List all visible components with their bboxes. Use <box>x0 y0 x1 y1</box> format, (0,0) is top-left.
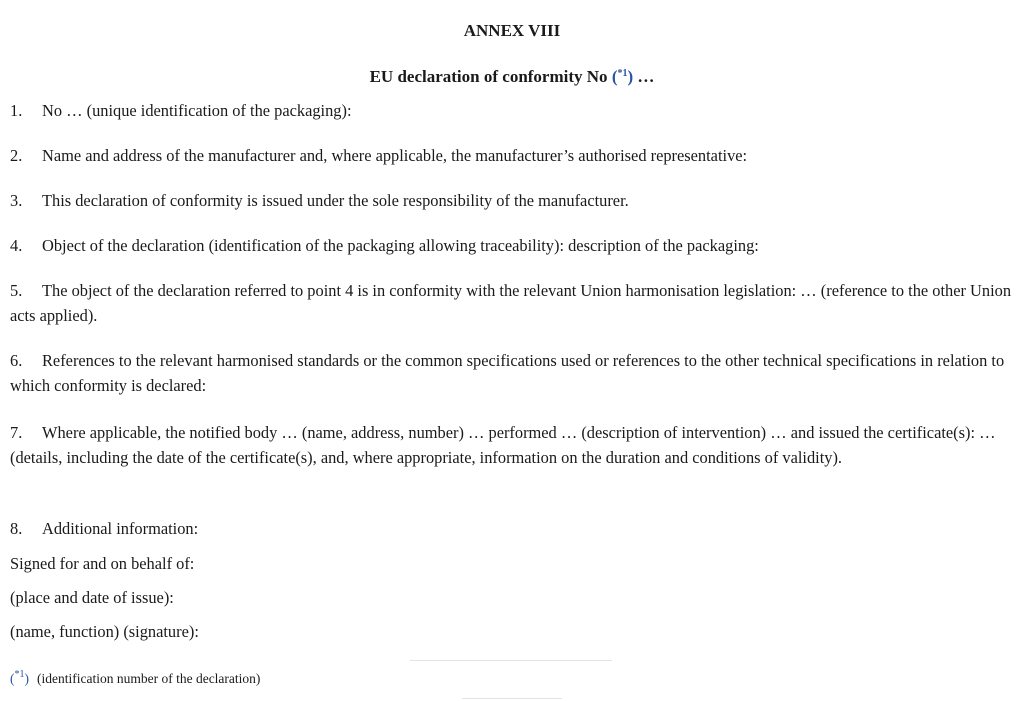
item-text: No … (unique identification of the packaging): <box>42 101 352 120</box>
declaration-title <box>0 66 1024 88</box>
item-text: Additional information: <box>42 519 199 538</box>
list-item <box>10 420 1014 470</box>
item-number: 3. <box>10 191 23 210</box>
list-item <box>10 143 1014 168</box>
list-item <box>10 98 1014 123</box>
list-item <box>10 348 1014 398</box>
footnote <box>10 668 260 690</box>
declaration-title-text: EU declaration of conformity No <box>369 67 608 86</box>
item-number: 4. <box>10 236 23 255</box>
list-item <box>10 233 1014 258</box>
item-text: Name and address of the manufacturer and, where applicable, the manufacturer’s authorised representative: <box>42 146 748 165</box>
footnote-marker: *1 <box>14 669 25 680</box>
place-date-line: (place and date of issue): <box>10 588 174 607</box>
item-number: 6. <box>10 351 23 370</box>
item-number: 5. <box>10 281 23 300</box>
declaration-title-ellipsis: … <box>637 67 655 86</box>
item-number: 2. <box>10 146 23 165</box>
footnote-reference-marker: *1 <box>617 68 628 79</box>
item-text: This declaration of conformity is issued under the sole responsibility of the manufacturer. <box>42 191 629 210</box>
item-number: 8. <box>10 519 23 538</box>
item-text: The object of the declaration referred to point 4 is in conformity with the relevant Union harmonisation legislation: … (reference to the other Union acts applied). <box>10 281 1012 325</box>
signed-on-behalf-line: Signed for and on behalf of: <box>10 554 195 573</box>
bottom-divider <box>462 698 562 699</box>
footnote-separator <box>410 660 612 661</box>
item-text: References to the relevant harmonised standards or the common specifications used or references to the other technical specifications in relation to which conformity is declared: <box>10 351 1005 395</box>
footnote-reference-link[interactable]: ($^{*1}$) <box>611 67 634 86</box>
footnote-text: (identification number of the declaration) <box>37 671 261 686</box>
item-number: 7. <box>10 423 23 442</box>
list-item <box>10 516 1014 541</box>
item-text: Object of the declaration (identification of the packaging allowing traceability): description of the packaging: <box>42 236 759 255</box>
list-item <box>10 188 1014 213</box>
name-function-signature-line: (name, function) (signature): <box>10 622 199 641</box>
item-number: 1. <box>10 101 23 120</box>
annex-title: ANNEX VIII <box>463 21 561 40</box>
item-text: Where applicable, the notified body … (name, address, number) … performed … (description of intervention) … and issued the certificate(s): … (details, including the date of the certificate(s), and, where appropriate, information on the duration and conditions of validity). <box>10 423 996 467</box>
list-item <box>10 278 1014 328</box>
footnote-back-link[interactable]: ($^{*1}$) <box>10 669 29 686</box>
